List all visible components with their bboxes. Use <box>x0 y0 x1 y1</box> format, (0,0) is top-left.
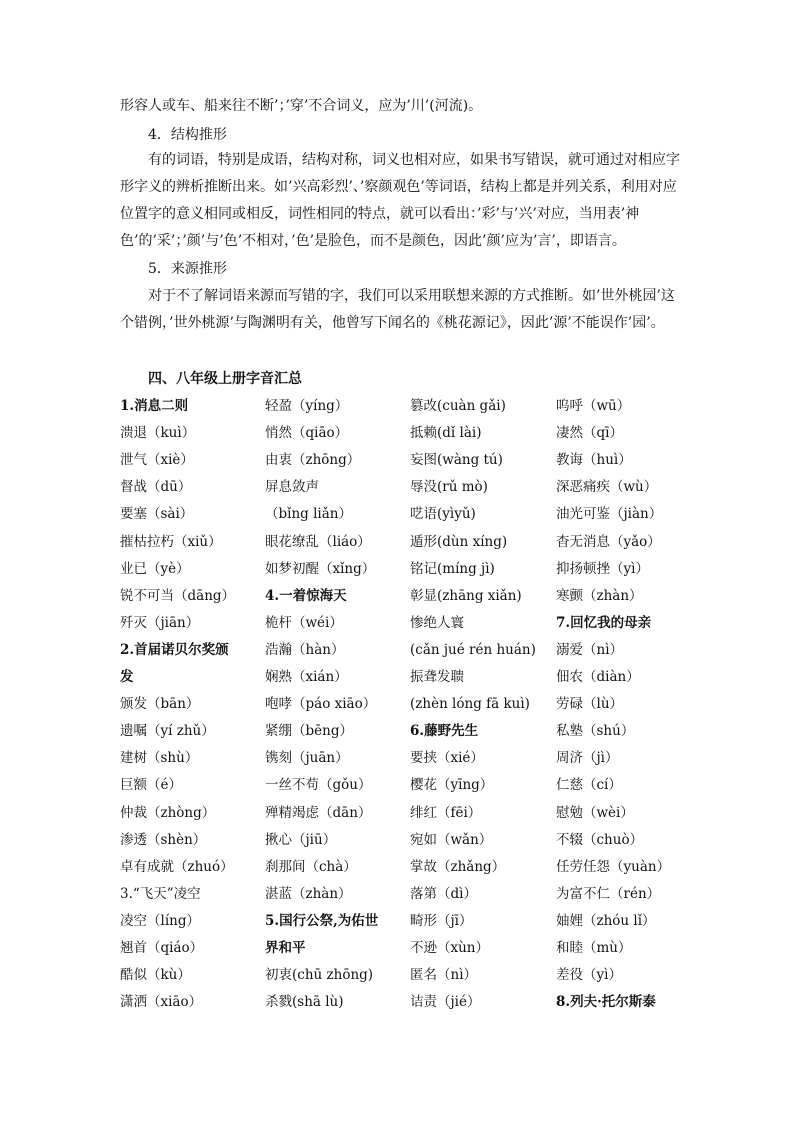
vocab-item: 仁慈（cí） <box>556 777 622 794</box>
vocab-item: 酷似（kù） <box>120 967 191 984</box>
section-four-title: 四、八年级上册字音汇总 <box>148 371 302 387</box>
lesson-title: 4.一着惊海天 <box>265 587 347 604</box>
vocab-item: 一丝不苟（gǒu） <box>265 777 372 794</box>
lesson-title: 界和平 <box>265 940 306 956</box>
vocab-item: 轻盈（yíng） <box>265 398 349 414</box>
section-body-source: 对于不了解词语来源而写错的字，我们可以采用联想来源的方式推断。如’世外桃园’这个错例，’世外桃源’与陶渊明有关，他曾写下闻名的《桃花源记》，因此’源’不能误作’园’。 <box>120 288 675 331</box>
vocab-item: 悄然（qiāo） <box>265 425 349 442</box>
vocab-item: 巨额（é） <box>120 777 182 794</box>
vocab-item: 任劳任怨（yuàn） <box>556 858 671 875</box>
vocab-item: 周济（jì） <box>556 750 619 767</box>
vocab-item: 差役（yì） <box>556 967 622 984</box>
lesson-title: 2.首届诺贝尔奖颁 <box>120 641 229 658</box>
vocab-item: 渗透（shèn） <box>120 831 207 848</box>
vocab-item: 不辍（chuò） <box>556 831 644 848</box>
vocab-item: 抵赖(dǐ lài) <box>410 425 482 442</box>
lesson-title: 8.列夫·托尔斯泰 <box>556 994 656 1011</box>
vocab-item: 如梦初醒（xǐng） <box>265 560 376 577</box>
vocab-item: 佃农（diàn） <box>556 669 640 685</box>
section-body-structure: 有的词语，特别是成语，结构对称，词义也相对应，如果书写错误，就可通过对相应字形字义的辨析推断出来。如’兴高彩烈’、’察颜观色’等词语，结构上都是并列关系，利用对应位置字的意义相同或相反，词性相同的特点，就可以看出：’彩’与’兴’对应，当用表’神色’的’采’；’颜’与’色’不相对，’色’是脸色，而不是颜色，因此’颜’应为’言’，即语言。 <box>120 152 680 249</box>
vocab-item: 建树（shù） <box>120 750 199 767</box>
lesson-title: 发 <box>120 669 134 685</box>
vocab-item: 由衷（zhōng） <box>265 452 361 469</box>
vocab-item: 诘责（jié） <box>410 994 481 1011</box>
vocab-item: 浩瀚（hàn） <box>265 641 345 658</box>
vocab-item: (cǎn jué rén huán) <box>410 641 536 658</box>
vocab-item: 油光可鉴（jiàn） <box>556 506 663 523</box>
vocab-item: 教诲（huì） <box>556 452 632 469</box>
vocab-item: 桅杆（wéi） <box>265 614 343 631</box>
vocab-item: 不逊（xùn） <box>410 940 490 956</box>
vocab-item: 遗嘱（yí zhǔ） <box>120 723 215 740</box>
vocab-item: 要塞（sài） <box>120 506 194 523</box>
vocab-item: 畸形（jī） <box>410 912 473 929</box>
lesson-title: 7.回忆我的母亲 <box>556 614 652 631</box>
section-heading-structure: 4．结构推形 <box>148 127 227 143</box>
vocab-item: 泄气（xiè） <box>120 452 194 469</box>
vocab-item: 颁发（bān） <box>120 696 200 713</box>
vocab-item: 私塾（shú） <box>556 723 635 740</box>
vocab-item: 眼花缭乱（liáo） <box>265 533 371 550</box>
vocab-item: （bǐng liǎn） <box>265 506 352 523</box>
vocab-item: 落第（dì） <box>410 885 477 902</box>
vocab-item: 铭记(míng jì) <box>410 560 495 577</box>
lesson-title: 5.国行公祭,为佑世 <box>265 912 379 929</box>
vocab-item: 揪心（jiū） <box>265 831 337 848</box>
vocab-item: 初衷(chū zhōng) <box>265 967 374 984</box>
vocab-item: 殚精竭虑（dān） <box>265 804 372 821</box>
vocab-item: 杀戮(shā lù) <box>265 994 344 1011</box>
vocab-item: 卓有成就（zhuó） <box>120 858 234 875</box>
vocab-item: 妄图(wàng tú) <box>410 452 503 469</box>
vocab-item: 深恶痛疾（wù） <box>556 479 658 496</box>
lesson-title: 6.藤野先生 <box>410 723 479 740</box>
vocab-item: 咆哮（páo xiāo） <box>265 696 377 713</box>
top-paragraph: 形容人或车、船来往不断’；’穿’不合词义，应为’川’(河流)。 <box>120 98 483 114</box>
vocab-item: 紧绷（bēng） <box>265 723 353 740</box>
vocab-item: 樱花（yīng） <box>410 777 494 794</box>
vocab-item: 锐不可当（dāng） <box>120 587 236 604</box>
vocab-item: 溃退（kuì） <box>120 425 196 442</box>
vocab-item: 和睦（mù） <box>556 940 632 956</box>
vocab-item: 宛如（wǎn） <box>410 831 493 848</box>
vocab-item: 凌空（líng） <box>120 912 200 929</box>
vocab-item: 屏息敛声 <box>265 479 319 496</box>
vocab-item: 溺爱（nì） <box>556 641 624 658</box>
vocab-item: 寒颤（zhàn） <box>556 587 643 604</box>
vocab-item: 凄然（qī） <box>556 425 623 442</box>
vocab-item: 遁形(dùn xíng) <box>410 533 508 550</box>
vocab-item: 湛蓝（zhàn） <box>265 885 352 902</box>
vocab-item: 为富不仁（rén） <box>556 885 661 902</box>
vocab-item: 掌故（zhǎng） <box>410 858 506 875</box>
vocab-item: 篡改(cuàn gǎi) <box>410 398 506 414</box>
vocab-item: 呜呼（wū） <box>556 398 631 414</box>
vocab-item: 镌刻（juān） <box>265 750 349 767</box>
vocab-item: 抑扬顿挫（yì） <box>556 560 649 577</box>
vocab-item: 劳碌（lù） <box>556 696 624 713</box>
vocab-item: 仲裁（zhòng） <box>120 804 216 821</box>
vocab-item: 督战（dū） <box>120 479 192 496</box>
vocab-item: 潇洒（xiāo） <box>120 994 203 1011</box>
vocab-item: 辱没(rǔ mò) <box>410 479 488 496</box>
vocab-item: 刹那间（chà） <box>265 858 357 875</box>
vocab-item: 娴熟（xián） <box>265 669 348 685</box>
vocab-item: 3.“飞天”凌空 <box>120 885 201 902</box>
vocab-item: 摧枯拉朽（xiǔ） <box>120 533 222 550</box>
vocab-item: 妯娌（zhóu lǐ） <box>556 912 656 929</box>
vocab-item: 歼灭（jiān） <box>120 614 200 631</box>
vocab-item: 要挟（xié） <box>410 750 484 767</box>
vocab-item: 呓语(yìyǔ) <box>410 506 476 523</box>
section-heading-source: 5．来源推形 <box>148 261 227 277</box>
vocab-item: 绯红（fēi） <box>410 804 482 821</box>
vocab-item: 业已（yè） <box>120 560 190 577</box>
vocab-item: 杳无消息（yǎo） <box>556 533 661 550</box>
vocab-item: 慰勉（wèi） <box>556 804 634 821</box>
vocab-item: 匿名（nì） <box>410 967 478 984</box>
vocab-item: (zhèn lóng fā kuì) <box>410 696 530 713</box>
vocab-item: 惨绝人寰 <box>410 614 464 631</box>
vocab-item: 翘首（qiáo） <box>120 940 204 956</box>
lesson-title: 1.消息二则 <box>120 398 189 414</box>
vocab-item: 彰显(zhāng xiǎn) <box>410 587 522 604</box>
vocab-item: 振聋发聩 <box>410 669 464 685</box>
